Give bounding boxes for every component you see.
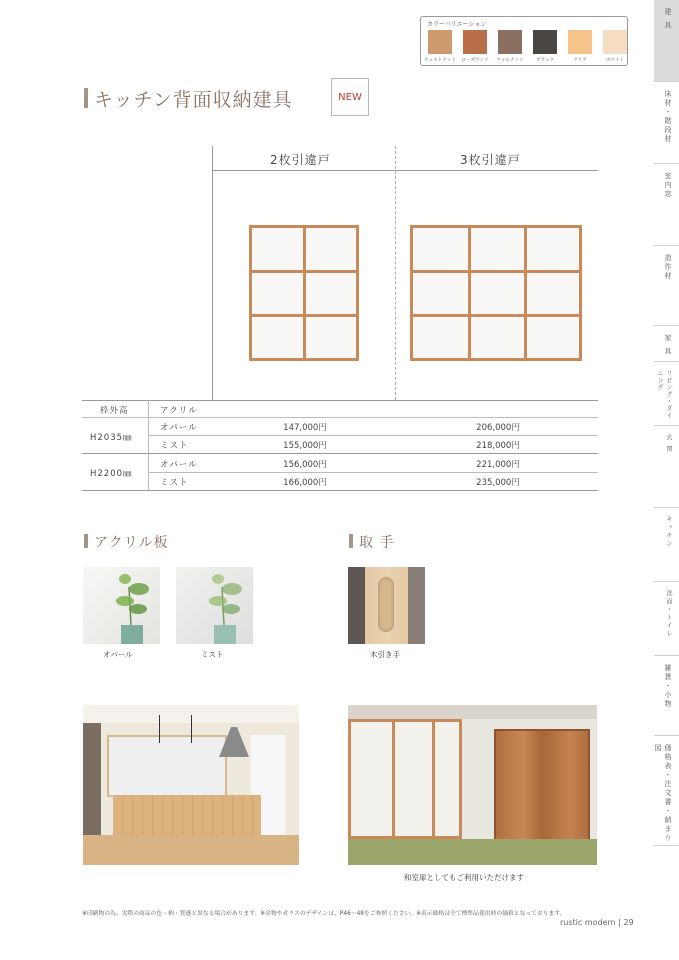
tab-kitchen[interactable] [654, 508, 679, 582]
swatch-chestnut [424, 30, 456, 63]
table-rule [82, 490, 598, 491]
row-height-label: H2200㎜ [90, 469, 133, 479]
mist-caption: ミスト [201, 650, 224, 659]
tab-label: 床材・階段材 [664, 90, 672, 144]
page-number: 29 [623, 918, 634, 927]
kitchen-floor [83, 835, 299, 865]
swatch-chip [568, 30, 592, 54]
price-cell: 155,000円 [283, 441, 327, 451]
table-rule [82, 400, 598, 401]
row-panel-label: ミスト [160, 441, 189, 451]
row-panel-label: オパール [160, 423, 198, 433]
room-caption: 和室扉としてもご利用いただけます [404, 873, 524, 882]
door-mullion [468, 228, 471, 358]
acrylic-section-title: アクリル板 [94, 535, 169, 551]
japanese-room-photo [348, 705, 597, 865]
tab-label: 家 具 [664, 334, 672, 357]
tab-label: キッチン [665, 516, 672, 548]
table-rule [148, 472, 598, 473]
section-accent-bar [84, 534, 88, 548]
swatch-black [532, 30, 558, 63]
price-cell: 156,000円 [283, 460, 327, 470]
room-ceiling [348, 705, 597, 719]
swatch-rosewood [462, 30, 488, 63]
door-rail [413, 314, 579, 317]
table-rule [148, 435, 598, 436]
palette-title: カラーバリエーション [427, 21, 487, 28]
swatch-chip [498, 30, 522, 54]
sliding-door-mullion [432, 719, 435, 839]
wooden-closet-doors [494, 729, 590, 841]
swatch-white [602, 30, 628, 63]
door-3-panel-illustration [410, 225, 582, 361]
tab-label: 造作材 [664, 254, 672, 281]
column-2-door: 2枚引違戸 [270, 153, 331, 167]
row-panel-label: オパール [160, 460, 198, 470]
tab-goods[interactable] [654, 656, 679, 736]
door-rail [252, 270, 356, 273]
tab-label: 建 具 [664, 8, 672, 31]
opal-caption: オパール [103, 650, 133, 659]
table-vertical-divider [212, 146, 213, 400]
swatch-label: クリア [573, 58, 587, 63]
table-cell-divider [148, 400, 149, 490]
tab-fittings[interactable] [654, 0, 679, 82]
kitchen-shelf-doors [107, 735, 227, 797]
sliding-door-frame [348, 719, 462, 839]
tab-label: 価格表・注文書・納まり図 [654, 744, 672, 843]
tab-furniture[interactable] [654, 326, 679, 362]
acrylic-header: アクリル [160, 406, 198, 416]
pendant-lamp-icon [159, 715, 165, 743]
tab-price-list[interactable] [654, 736, 679, 846]
frame-height-header: 枠外高 [100, 406, 129, 416]
tab-label: 室内窓 [664, 172, 672, 199]
tab-label: リビング・ダイニング [656, 370, 672, 419]
mist-sample-photo [176, 567, 253, 644]
swatch-clear [567, 30, 593, 63]
swatch-chip [463, 30, 487, 54]
handle-caption: 木引き手 [370, 650, 400, 659]
title-accent-bar [84, 88, 88, 108]
swatch-chip [533, 30, 557, 54]
opal-sample-photo [83, 567, 160, 644]
door-mullion [303, 228, 306, 358]
plant-icon [83, 567, 160, 644]
new-badge: NEW [331, 78, 369, 116]
swatch-label: ローズウッド [461, 58, 489, 63]
wood-handle-photo [348, 567, 425, 644]
section-accent-bar [349, 534, 353, 548]
table-header-rule [212, 170, 598, 171]
tab-label: 雑貨・小物 [664, 664, 672, 709]
plant-icon [176, 567, 253, 644]
brand-name: rustic modern [560, 918, 616, 927]
price-cell: 221,000円 [476, 460, 520, 470]
tab-washroom-toilet[interactable] [654, 582, 679, 656]
row-height-label: H2035㎜ [90, 433, 133, 443]
swatch-label: ホワイト [605, 58, 625, 63]
column-3-door: 3枚引違戸 [460, 153, 521, 167]
swatch-label: チェストナット [424, 58, 456, 63]
side-index-tabs [654, 0, 679, 960]
table-rule [82, 417, 598, 418]
page-title: キッチン背面収納建具 [94, 89, 293, 111]
tatami-floor [348, 839, 597, 865]
tab-label: 洗面・トイレ [665, 590, 672, 638]
swatch-chip [603, 30, 627, 54]
swatch-chip [428, 30, 452, 54]
price-cell: 235,000円 [476, 478, 520, 488]
door-rail [413, 270, 579, 273]
price-cell: 147,000円 [283, 423, 327, 433]
color-variation-panel [420, 16, 628, 66]
tab-entrance[interactable] [654, 426, 679, 508]
sliding-door-mullion [392, 719, 395, 839]
row-panel-label: ミスト [160, 478, 189, 488]
kitchen-wall [83, 723, 101, 835]
handle-recess [378, 577, 394, 632]
tab-millwork[interactable] [654, 246, 679, 326]
kitchen-interior-photo [83, 705, 299, 865]
tab-interior-window[interactable] [654, 164, 679, 246]
swatch-list [424, 30, 628, 63]
footer-brand [560, 918, 634, 927]
tab-living-dining[interactable] [654, 362, 679, 426]
swatch-walnut [497, 30, 523, 63]
footer-divider: | [618, 918, 624, 927]
pendant-lamp-icon [191, 715, 197, 743]
door-mullion [524, 228, 527, 358]
price-cell: 206,000円 [476, 423, 520, 433]
handle-section-title: 取 手 [359, 535, 395, 551]
swatch-label: ブラック [535, 58, 555, 63]
door-rail [252, 314, 356, 317]
door-2-panel-illustration [249, 225, 359, 361]
price-cell: 218,000円 [476, 441, 520, 451]
tab-flooring[interactable] [654, 82, 679, 164]
footnote: ※印刷物の為、実際の商品の色・柄・質感と異なる場合があります。※金物やガラスのデザインは、P46〜48をご参照ください。※表示価格は全て標準品使用時の価格となっております。 [82, 911, 566, 917]
tab-label: 玄 関 [665, 434, 672, 454]
table-column-divider [395, 146, 396, 400]
swatch-label: ウォルナット [496, 58, 524, 63]
table-rule [82, 453, 598, 454]
price-cell: 166,000円 [283, 478, 327, 488]
